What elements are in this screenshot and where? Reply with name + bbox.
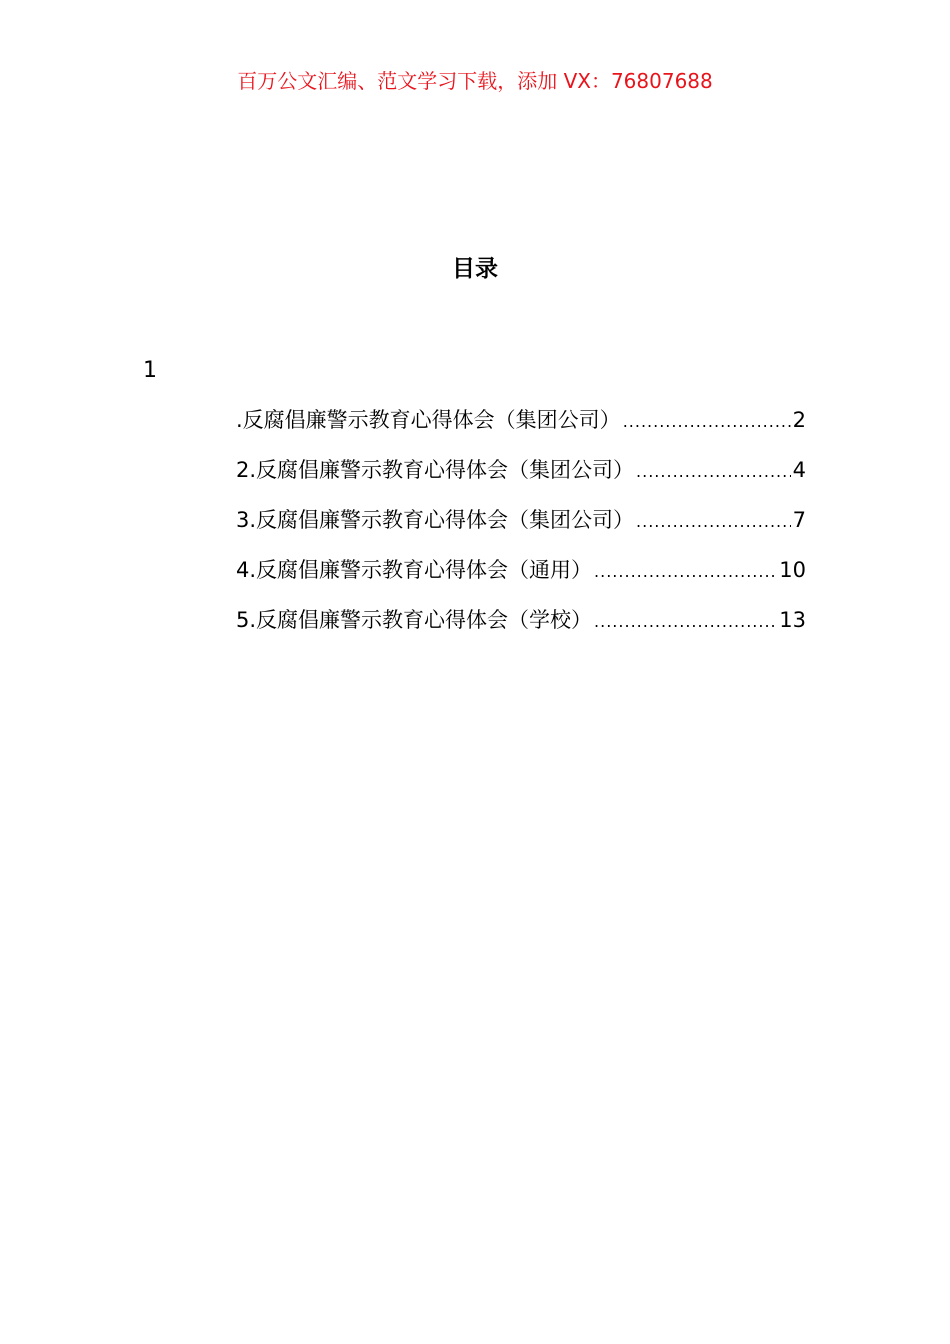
toc-entry-page: 7 xyxy=(792,508,806,532)
toc-entry[interactable] xyxy=(236,503,806,553)
toc-entry-text: 3.反腐倡廉警示教育心得体会（集团公司） xyxy=(236,508,635,532)
toc-entry-text: .反腐倡廉警示教育心得体会（集团公司） xyxy=(236,408,621,432)
toc-entry-text: 4.反腐倡廉警示教育心得体会（通用） xyxy=(236,558,593,582)
toc-entry[interactable] xyxy=(236,603,806,653)
toc-leader-dots xyxy=(636,505,791,539)
toc-entry-page: 10 xyxy=(779,558,806,582)
toc-leader-dots xyxy=(594,605,777,639)
header-note: 百万公文汇编、范文学习下载，添加 VX：76807688 xyxy=(237,69,713,93)
toc-title: 目录 xyxy=(452,256,498,282)
toc-leader-dots xyxy=(623,405,791,439)
toc-entry-text: 2.反腐倡廉警示教育心得体会（集团公司） xyxy=(236,458,635,482)
toc-entry-page: 2 xyxy=(792,408,806,432)
toc-entry[interactable] xyxy=(236,403,806,453)
toc-leader-dots xyxy=(636,455,791,489)
toc-entry-text: 5.反腐倡廉警示教育心得体会（学校） xyxy=(236,608,593,632)
toc-entry[interactable] xyxy=(236,453,806,503)
toc-list xyxy=(236,403,806,653)
stray-number: 1 xyxy=(143,358,157,383)
toc-entry[interactable] xyxy=(236,553,806,603)
toc-entry-page: 4 xyxy=(792,458,806,482)
toc-leader-dots xyxy=(594,555,777,589)
toc-entry-page: 13 xyxy=(779,608,806,632)
